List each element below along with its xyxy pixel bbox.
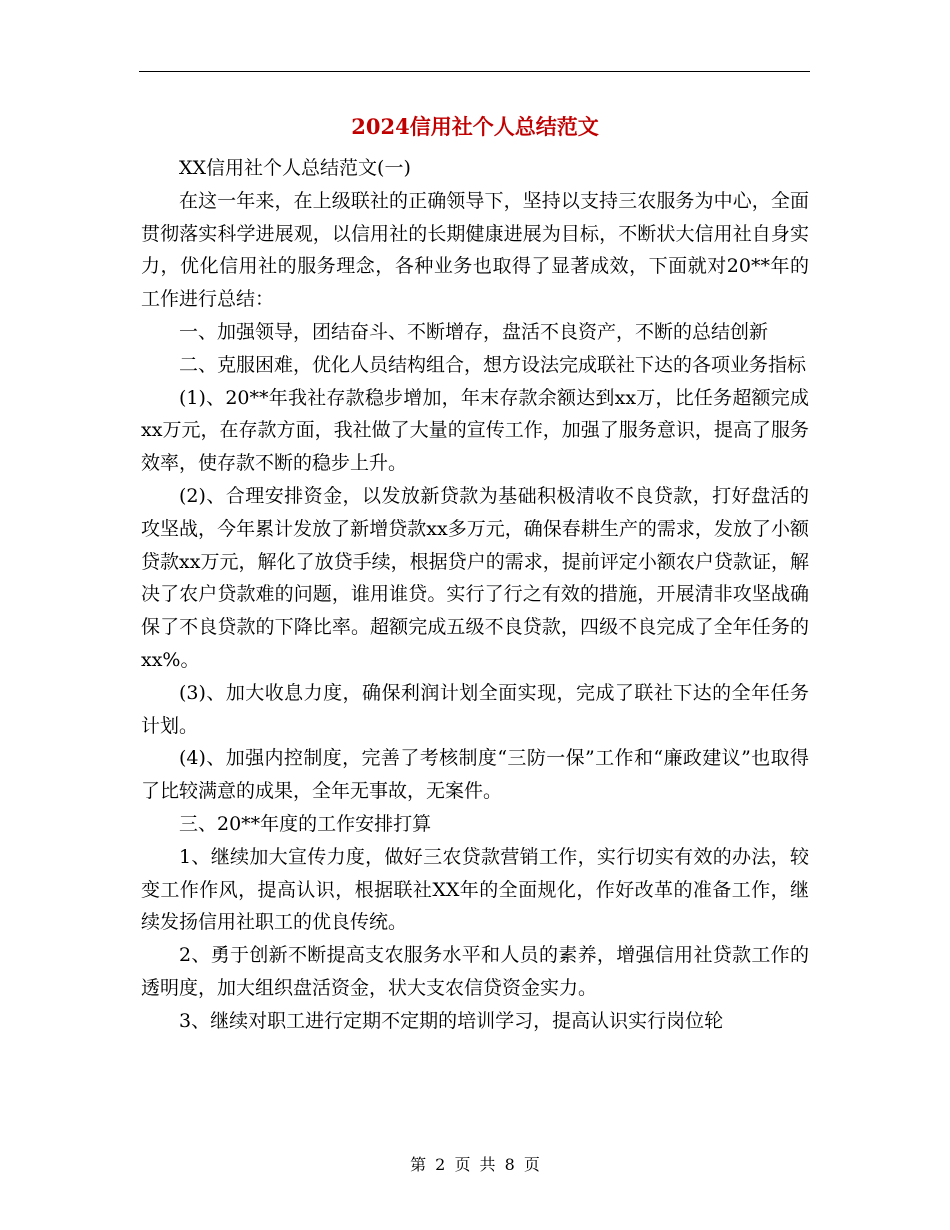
paragraph: 在这一年来，在上级联社的正确领导下，坚持以支持三农服务为中心，全面贯彻落实科学进展观，以信用社的长期健康进展为目标，不断状大信用社自身实力，优化信用社的服务理念，各种业务也取得了显著成效，下面就对20**年的工作进行总结： xyxy=(141,189,809,311)
page-number-footer: 第 2 页 共 8 页 xyxy=(410,1155,540,1174)
paragraph: (2)、合理安排资金，以发放新贷款为基础积极清收不良贷款，打好盘活的攻坚战，今年累计发放了新增贷款xx多万元，确保春耕生产的需求，发放了小额贷款xx万元，解化了放贷手续，根据贷户的需求，提前评定小额农户贷款证，解决了农户贷款难的问题，谁用谁贷。实行了行之有效的措施，开展清非攻坚战确保了不良贷款的下降比率。超额完成五级不良贷款，四级不良完成了全年任务的xx%。 xyxy=(141,484,809,671)
paragraph-subtitle: XX信用社个人总结范文(一) xyxy=(179,157,411,179)
paragraph: (4)、加强内控制度，完善了考核制度“三防一保”工作和“廉政建议”也取得了比较满意的成果，全年无事故，无案件。 xyxy=(141,747,809,803)
paragraph: (3)、加大收息力度，确保利润计划全面实现，完成了联社下达的全年任务计划。 xyxy=(141,681,809,737)
paragraph: (1)、20**年我社存款稳步增加，年末存款余额达到xx万，比任务超额完成xx万元，在存款方面，我社做了大量的宣传工作，加强了服务意识，提高了服务效率，使存款不断的稳步上升。 xyxy=(141,386,809,475)
paragraph: 2、勇于创新不断提高支农服务水平和人员的素养，增强信用社贷款工作的透明度，加大组织盘活资金，状大支农信贷资金实力。 xyxy=(141,944,809,999)
paragraph: 二、克服困难，优化人员结构组合，想方设法完成联社下达的各项业务指标 xyxy=(179,353,807,376)
paragraph: 一、加强领导，团结奋斗、不断增存，盘活不良资产，不断的总结创新 xyxy=(179,320,769,343)
document-title: 2024信用社个人总结范文 xyxy=(351,114,599,139)
document-body xyxy=(141,152,809,1038)
paragraph: 三、20**年度的工作安排打算 xyxy=(179,812,432,835)
paragraph: 1、继续加大宣传力度，做好三农贷款营销工作，实行切实有效的办法，较变工作作风，提高认识，根据联社XX年的全面规化，作好改革的准备工作，继续发扬信用社职工的优良传统。 xyxy=(141,845,809,934)
paragraph: 3、继续对职工进行定期不定期的培训学习，提高认识实行岗位轮 xyxy=(179,1009,724,1032)
header-rule xyxy=(139,71,810,72)
